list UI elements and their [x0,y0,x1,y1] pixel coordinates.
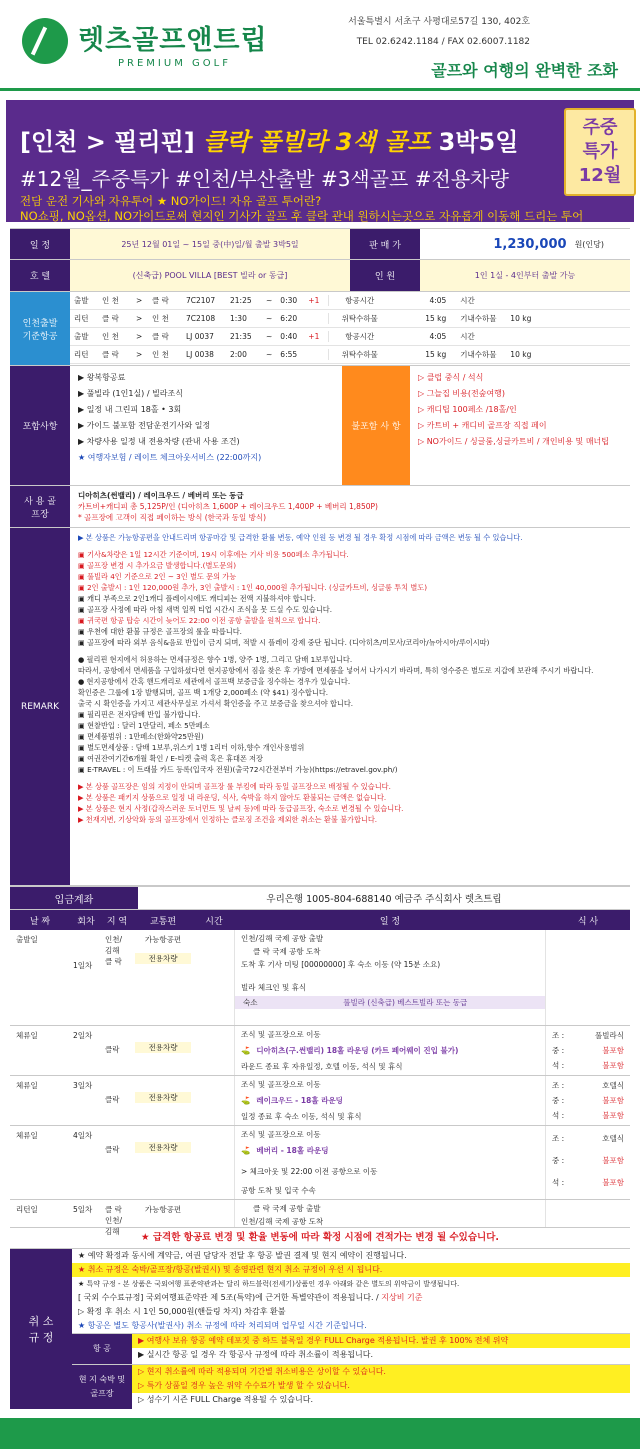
golf-course: 디아히츠(구.썬밸리) 18홀 라운딩 (카트 페어웨이 진입 불가) [256,1046,459,1055]
flight-to: 인 천 [152,350,169,359]
banner-line-2: NO쇼핑, NO옵션, NO가이드로써 현지인 기사가 골프 후 클락 관내 원하시는곳으로 자유롭게 이동해 드리는 투어 [20,209,584,223]
flight-dep: 21:25 [230,296,252,305]
exclude-item: ▷ 클럽 중식 / 석식 [418,373,484,382]
flight-to: 인 천 [152,314,169,323]
exclude-list [410,366,630,485]
address-text: 서울특별시 서초구 사평대로57길 130, 402호 [348,17,530,27]
row-area: 클락 [105,1145,120,1154]
row-round: 2일차 [73,1031,93,1040]
remark-line: ▶ 천재지변, 기상악화 등의 골프장에서 인정하는 클로징 조건을 제외한 취소는 환불 불가합니다. [78,815,378,824]
flight-dep: 2:00 [230,350,247,359]
remark-line: ▣ 캐디 부족으로 2인1캐디 플레이시에도 캐디피는 전액 지불하셔야 합니다. [78,594,316,603]
golf-flag-icon: ⛳ [241,1046,251,1055]
row-transport: 가능항공편 [144,1205,182,1214]
flight-tilde: ~ [266,296,273,305]
flight-tilde: ~ [266,350,273,359]
meal-value: 불포함 [602,1178,624,1187]
course-info [70,486,630,527]
meal-line [552,1150,624,1172]
meal-key: 석 : [552,1111,565,1120]
meal-line [552,1058,624,1073]
company-address [348,12,530,52]
exclude-item: ▷ 캐디팁 100페소 /18홀/인 [418,405,517,414]
people-value: 1인 1실 - 4인부터 출발 가능 [420,260,630,291]
remark-line: ▣ 여권잔여기간6개월 확인 / E-티켓 출력 혹은 휴대폰 저장 [78,754,264,763]
table-row [10,1026,630,1076]
meal-value: 불포함 [602,1156,624,1165]
col-transport: 교통편 [149,916,177,927]
remark-line: ▣ 기사&차량은 1일 12시간 기준이며, 19시 이후에는 기사 비용 500페소 추가됩니다. [78,550,349,559]
golf-flag-icon: ⛳ [241,1096,251,1105]
row-area: 인천/김해 [105,935,123,955]
flight-dep: 21:35 [230,332,252,341]
row-date: 리턴일 [16,1205,38,1214]
flight-row [70,328,630,346]
flight-plus: +1 [308,296,320,305]
schedule-line: 공항 도착 및 입국 수속 [241,1186,316,1195]
table-row [10,1126,630,1200]
row-transport-cell [132,1026,194,1075]
schedule-line: 일정 종료 후 숙소 이동, 석식 및 휴식 [241,1112,362,1121]
flight-arr: 0:30 [280,296,298,305]
remark-line: ▣ 골프장 변경 시 추가요금 발생합니다.(별도문의) [78,561,237,570]
meal-line [552,1093,624,1108]
row-area: 클 락 [105,1205,122,1214]
course-line: 카트비+캐디피 총 5,125P/인 (디아히츠 1,600P + 레이크우드 1,400P + 베버리 1,850P) [78,502,378,511]
exclude-item: ▷ 그늘집 비용(전숲여행) [418,389,506,398]
schedule-line: 인천/김해 국제 공항 출발 [241,934,324,943]
meal-value: 불포함 [602,1111,624,1120]
meal-value: 풀빌라식 [595,1031,624,1040]
row-transport-cell [132,1126,194,1199]
flight-value: 15 kg [425,314,447,323]
exclude-item: ▷ 카트비 + 캐디비 골프장 직접 페이 [418,421,547,430]
special-badge: 주중 특가 12월 [564,108,636,196]
row-transport: 전용차량 [135,1042,191,1053]
divider [0,88,640,91]
golf-course: 베버리 - 18홀 라운딩 [256,1146,329,1155]
remark-label: REMARK [10,528,70,885]
schedule-line: > 체크아웃 및 22:00 이전 공항으로 이동 [241,1167,378,1176]
row-round: 4일차 [73,1131,93,1140]
remark-line: ▣ 필리핀은 전자담배 반입 불가합니다. [78,710,201,719]
flight-type: 리턴 [74,314,89,323]
flight-no: LJ 0038 [186,350,214,359]
date-label: 일 정 [10,229,70,259]
cancel-sub-list [132,1334,630,1364]
schedule-line: 라운드 종료 후 자유일정, 호텔 이동, 석식 및 휴식 [241,1062,403,1071]
flight-arrow: > [136,314,143,323]
flight-value: 10 kg [510,350,532,359]
flight-arrow: > [136,332,143,341]
flight-table [70,292,630,365]
include-item: ▶ 왕복항공료 [78,373,126,382]
flight-to: 클 락 [152,332,169,341]
row-transport-cell [132,1076,194,1125]
meal-line [552,1043,624,1058]
flight-arr: 6:20 [280,314,298,323]
schedule-line: 빌라 체크인 및 휴식 [241,983,307,992]
cancel-sub-list [132,1365,630,1409]
meal-key: 석 : [552,1178,565,1187]
meal-value: 호텔식 [602,1134,624,1143]
meal-key: 중 : [552,1046,565,1055]
include-list [70,366,342,485]
include-item: ▶ 풀빌라 (1인1실) / 빌라조식 [78,389,183,398]
flight-value: 4:05 [429,332,447,341]
schedule-cell [234,1076,546,1125]
schedule-cell [234,1026,546,1075]
schedule-line: 클 락 국제 공항 출발 [253,1204,321,1213]
header [0,0,640,96]
remark-line: ● 현지공항에서 간혹 핸드캐리로 세관에서 골프백 보증금을 징수하는 경우가 있습니다. [78,677,351,686]
flight-label: 인천출발 기준항공 [10,292,70,365]
course-label: 사 용 골프장 [10,486,70,527]
flight-from: 클 락 [102,314,119,323]
table-row [10,1200,630,1236]
flight-type: 출발 [74,296,89,305]
time-cell [194,1026,234,1075]
golf-logo-icon [22,18,68,64]
meal-line [552,1028,624,1043]
schedule-line: 인천/김해 국제 공항 도착 [241,1217,324,1226]
flight-value: 4:05 [429,296,447,305]
flight-from: 인 천 [102,296,119,305]
row-area: 클락 [105,1095,120,1104]
course-line: * 골프장에 고객이 직접 페이하는 방식 (한국과 동일 방식) [78,513,267,522]
remark-line: 따라서, 공항에서 면세품을 구입하셨다면 현지공항에서 짐을 찾은 후 가방에 면세품을 넣어서 나가시기 바라며, 특히 영수증은 별도로 지갑에 보관해 주시기 바랍니다. [78,666,594,675]
meal-key: 조 : [552,1081,565,1090]
time-cell [194,1126,234,1199]
remark-line: 확인증은 그룹에 1장 발행되며, 골프 백 1개당 2,000페소 (약 $41) 징수합니다. [78,688,329,697]
col-area: 지 역 [106,916,128,927]
row-date: 체류일 [16,1131,38,1140]
flight-row [70,346,630,364]
remark-content [70,528,630,885]
row-area: 클락 [105,1045,120,1054]
cancel-line: ▷ 현지 취소률에 따라 적용되며 기간별 취소비용은 상이할 수 있습니다. [132,1365,630,1379]
cancel-sub-label: 항 공 [72,1334,132,1364]
meal-cell [546,1126,630,1199]
cancel-seg: [ 국외 수수료규정] 국외여행표준약관 제 5조(특약)에 근거한 특별약관이 적용됩니다. / [78,1293,382,1302]
meal-key: 중 : [552,1156,565,1165]
remark-line: ▣ 면세품범위 : 1만페소(한화약25만원) [78,732,204,741]
flight-value: 15 kg [425,350,447,359]
notice-text: ★ 급격한 항공료 변경 및 환율 변동에 따라 확정 시점에 견적가는 변경 될 수있습니다. [141,1232,499,1243]
cancel-sub-row [72,1364,630,1409]
row-transport: 전용차량 [135,1142,191,1153]
row-transport: 전용차량 [135,953,191,964]
flight-key: 항공시간 [328,331,390,342]
flight-to: 클 락 [152,296,169,305]
meal-key: 조 : [552,1134,565,1143]
flight-arrow: > [136,350,143,359]
hotel-key: 숙소 [243,998,258,1007]
schedule-line: 클 락 국제 공항 도착 [253,947,321,956]
banner-tags: #12월_주중특가 #인천/부산출발 #3색골프 #전용차량 [20,167,509,191]
promo-banner [6,100,634,222]
remark-line: ▣ 귀국편 항공 탑승 시간이 늦어도 22:00 이전 공항 출발을 원칙으로 합니다. [78,616,321,625]
row-date: 출발일 [16,935,38,944]
schedule-line: 도착 후 기사 미팅 [00000000] 후 숙소 이동 (약 15분 소요) [241,960,441,969]
flight-from: 클 락 [102,350,119,359]
schedule-line: 조식 및 골프장으로 이동 [241,1130,321,1139]
row-area: 인천/김해 [105,1216,123,1236]
price-unit: 원(인당) [574,239,604,249]
cancel-line: ▷ 특가 상품일 경우 높은 위약 수수료가 발생 할 수 있습니다. [132,1379,630,1393]
flight-arr: 0:40 [280,332,298,341]
price-value: 1,230,000 [493,236,567,252]
cancel-line [72,1291,630,1305]
meal-key: 석 : [552,1061,565,1070]
flight-value: 10 kg [510,314,532,323]
meal-value: 불포함 [602,1061,624,1070]
flight-unit: 기내수하물 [460,314,497,323]
flight-tilde: ~ [266,332,273,341]
hotel-value: (신축급) POOL VILLA [BEST 빌라 or 동급] [70,260,350,291]
remark-line: ▣ 우천에 대한 환불 규정은 골프장의 룰을 따릅니다. [78,627,242,636]
remark-line: ▣ E-TRAVEL : 이 트래블 카드 등록(입국자 전원)(출국72시간전부터 가능)(https://etravel.gov.ph/) [78,765,398,774]
flight-key: 항공시간 [328,295,390,306]
cancel-line: ★ 예약 확정과 동시에 계약금, 여권 담당자 전달 후 항공 발권 결제 및 현지 예약이 진행됩니다. [78,1251,407,1260]
people-label: 인 원 [350,260,420,291]
golf-flag-icon: ⛳ [241,1146,251,1155]
remark-line: ▣ 풀빌라 4인 기준으로 2인 ~ 3인 별도 문의 가능 [78,572,237,581]
col-schedule: 일 정 [379,916,401,927]
col-time: 시간 [205,916,223,927]
remark-line: ● 필리핀 현지에서 허용하는 면세규정은 향수 1병, 양주 1병, 그리고 담배 1보루입니다. [78,655,353,664]
remark-line: ▶ 본 상품은 현지 사정(갑작스러운 토너먼트 및 날씨 등)에 따라 동급골프장, 숙소로 변경될 수 있습니다. [78,804,404,813]
remark-line: ▣ 골프장에 따라 외부 음식&음료 반입이 금지 되며, 적발 시 플레이 강제 중단 됩니다. (디아히츠/미모사/코리아/뉴아시아/루이시따) [78,638,490,647]
golf-line [241,1144,539,1157]
brand-name: 렛츠골프앤트립 [78,25,268,56]
price-label: 판 매 가 [350,229,420,259]
slogan: 골프와 여행의 완벽한 조화 [431,61,618,80]
table-row [10,1076,630,1126]
flight-plus: +1 [308,332,320,341]
row-transport: 전용차량 [135,1092,191,1103]
golf-line [241,1044,539,1057]
course-line: 디아히츠(썬밸리) / 레이크우드 / 베버리 또는 동급 [78,491,244,500]
banner-title: [인천 > 필리핀] 클락 풀빌라 3색 골프 3박5일 [20,128,519,156]
cancel-line: ▷ 확정 후 취소 시 1인 50,000원(핸들링 차지) 차감후 환불 [78,1307,286,1316]
flight-unit: 기내수하물 [460,350,497,359]
hotel-name: 풀빌라 (신축급) 베스트빌라 또는 동급 [343,998,468,1007]
brand-sub: PREMIUM GOLF [118,58,231,69]
meal-line [552,1128,624,1150]
meal-value: 불포함 [602,1046,624,1055]
remark-line: ▣ 현찰반입 : 달러 1만달러, 페소 5만페소 [78,721,210,730]
flight-key: 위탁수하물 [328,313,390,324]
col-date: 날 짜 [29,916,51,927]
col-round: 회차 [77,916,95,927]
flight-row [70,310,630,328]
meal-line [552,1078,624,1093]
cancel-seg: 지상비 기준 [381,1293,423,1302]
flight-arrow: > [136,296,143,305]
meal-value: 불포함 [602,1096,624,1105]
row-round: 1일차 [73,961,93,970]
time-cell [194,1076,234,1125]
meal-key: 조 : [552,1031,565,1040]
flight-type: 리턴 [74,350,89,359]
include-item: ▶ 가이드 불포함 전담운전기사와 일정 [78,421,211,430]
flight-from: 인 천 [102,332,119,341]
meal-line [552,1172,624,1194]
row-area: 클 락 [105,957,122,966]
info-table [10,228,630,1409]
cancel-line: ★ 특약 규정 - 본 상품은 국외여행 표준약관과는 달리 하드블럭(전세기)상품인 경우 아래와 같은 별도의 위약금이 발생됩니다. [78,1280,460,1288]
golf-course: 레이크우드 - 18홀 라운딩 [256,1096,343,1105]
flight-no: 7C2107 [186,296,216,305]
golf-line [241,1094,539,1107]
schedule-header [10,910,630,930]
flight-arr: 6:55 [280,350,298,359]
flight-no: 7C2108 [186,314,216,323]
flight-unit: 시간 [460,332,475,341]
meal-line [552,1108,624,1123]
row-date: 체류일 [16,1031,38,1040]
hotel-label: 호 텔 [10,260,70,291]
remark-line: ▶ 본 상품 골프장은 임의 지정이 안되며 골프장 룰 부킹에 따라 동일 골프장으로 배정될 수 있습니다. [78,782,391,791]
row-round: 3일차 [73,1081,93,1090]
flight-tilde: ~ [266,314,273,323]
row-round: 5일차 [73,1205,93,1214]
date-value: 25년 12월 01일 ~ 15일 중(中)일/월 출발 3박5일 [70,229,350,259]
flight-no: LJ 0037 [186,332,214,341]
include-label: 포함사항 [10,366,70,485]
cancel-line: ★ 취소 규정은 숙박/골프장/항공(발권시) 및 송영관련 현지 취소 규정이 우선 시 됩니다. [72,1263,630,1277]
remark-line: ▶ 본 상품은 패키지 상품으로 일정 내 라운딩, 식사, 숙박을 하지 않아도 환불되는 금액은 없습니다. [78,793,387,802]
include-item: ★ 여행자보험 / 레이트 체크아웃서비스 (22:00까지) [78,453,262,462]
cancel-sub-row [72,1333,630,1364]
remark-line: ▣ 골프장 사정에 따라 아침 새벽 일찍 티업 시간시 조식을 못 드실 수도 있습니다. [78,605,333,614]
remark-line: 출국 시 확인증을 가지고 세관사무실로 가셔서 확인증을 주고 보증금을 찾으셔야 합니다. [78,699,354,708]
schedule-line: 조식 및 골프장으로 이동 [241,1080,321,1089]
footer-bar [0,1418,640,1449]
cancel-line: ▶ 여행사 보유 항공 예약 데포짓 중 하드 블록일 경우 FULL Charge 적용됩니다. 발권 후 100% 전체 위약 [132,1334,630,1348]
phone-text: TEL 02.6242.1184 / FAX 02.6007.1182 [356,37,530,47]
meal-key: 중 : [552,1096,565,1105]
col-meal: 식 사 [577,916,599,927]
row-transport: 가능항공편 [144,935,182,944]
schedule-cell [234,1126,546,1199]
include-item: ▶ 일정 내 그린피 18홀 • 3회 [78,405,182,414]
exclude-item: ▷ NO가이드 / 싱글룸,싱글카트비 / 개인비용 및 매너팁 [418,437,609,446]
banner-line-1: 전담 운전 기사와 자유투어 ★ NO가이드! 자유 골프 투어란? [20,194,322,208]
cancel-line: ▷ 성수기 시즌 FULL Charge 적용될 수 있습니다. [138,1395,314,1404]
row-date: 체류일 [16,1081,38,1090]
deposit-label: 입금계좌 [10,887,138,909]
flight-dep: 1:30 [230,314,247,323]
deposit-account: 우리은행 1005-804-688140 예금주 주식회사 렛츠트립 [266,894,502,905]
schedule-line: 조식 및 골프장으로 이동 [241,1030,321,1039]
cancel-policy [10,1248,630,1409]
include-item: ▶ 차량사용 일정 내 전용차량 (관내 사용 조건) [78,437,240,446]
cancel-label: 취 소 규 정 [10,1249,72,1409]
cancel-content [72,1249,630,1409]
flight-unit: 시간 [460,296,475,305]
meal-cell [546,1026,630,1075]
cancel-line: ★ 항공은 별도 항공사(발권사) 취소 규정에 따라 처리되며 업무일 시간 기준입니다. [78,1321,367,1330]
remark-line: ▣ 별도면세상품 : 담배 1보루,위스키 1병 1리터 이하,향수 개인사용범위 [78,743,305,752]
exclude-label: 불포함 사 항 [342,366,410,485]
remark-top: ▶ 본 상품은 가능항공편을 안내드리며 항공마감 및 급격한 환률 변동, 예약 인원 등 변경 될 경우 확정 시점에 따라 금액은 변동 될 수 있습니다. [78,533,523,542]
cancel-sub-label: 현 지 숙박 및 골프장 [72,1365,132,1409]
remark-line: ▣ 2인 출발시 : 1인 120,000원 추가, 3인 출발시 : 1인 40,000원 추가됩니다. (싱글카트비, 싱글룸 투치 별도) [78,583,428,592]
cancel-line: ▶ 실시간 항공 일 경우 각 항공사 규정에 따라 취소률이 적용됩니다. [138,1350,374,1359]
flight-type: 출발 [74,332,89,341]
flight-key: 위탁수하물 [328,349,390,360]
flight-row [70,292,630,310]
table-row [10,930,630,1026]
meal-cell [546,1076,630,1125]
meal-value: 호텔식 [602,1081,624,1090]
